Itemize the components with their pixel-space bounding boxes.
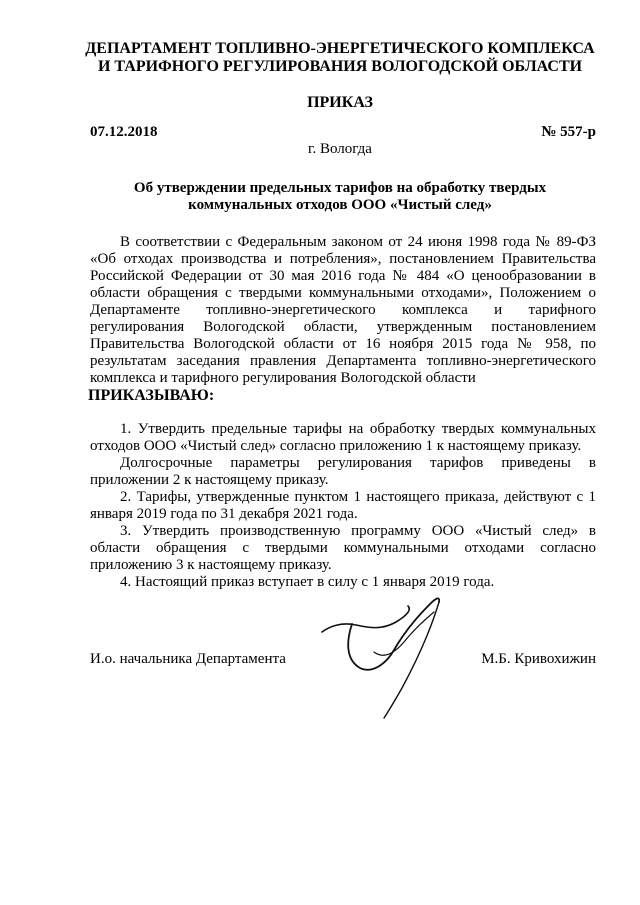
order-item-1: 1. Утвердить предельные тарифы на обработку твердых коммунальных отходов ООО «Чистый след» согласно приложению 1 к настоящему приказу. xyxy=(90,421,596,454)
department-name-line1: ДЕПАРТАМЕНТ ТОПЛИВНО-ЭНЕРГЕТИЧЕСКОГО КОМПЛЕКСА xyxy=(85,40,595,57)
signature-name: М.Б. Кривохижин xyxy=(481,651,596,667)
document-type: ПРИКАЗ xyxy=(307,94,373,111)
order-word: ПРИКАЗЫВАЮ: xyxy=(88,387,215,404)
document-number: № 557-р xyxy=(541,124,596,140)
document-title-line2: коммунальных отходов ООО «Чистый след» xyxy=(188,197,492,213)
order-item-2: 2. Тарифы, утвержденные пунктом 1 настоящего приказа, действуют с 1 января 2019 года по 31 декабря 2021 года. xyxy=(90,489,596,522)
handwritten-signature xyxy=(312,592,457,720)
document-title-line1: Об утверждении предельных тарифов на обработку твердых xyxy=(133,180,547,196)
preamble-paragraph: В соответствии с Федеральным законом от 24 июня 1998 года № 89-ФЗ «Об отходах производства и потребления», постановлением Правительства Российской Федерации от 30 мая 2016 года № 484 «О ценообразовании в области обращения с твердыми коммунальными отходами», Положением о Департаменте топливно-энергетического комплекса и тарифного регулирования Вологодской области, утвержденным постановлением Правительства Вологодской области от 16 ноября 2015 года № 958, по результатам заседания правления Департамента топливно-энергетического комплекса и тарифного регулирования Вологодской области xyxy=(90,234,596,386)
department-name-line2: И ТАРИФНОГО РЕГУЛИРОВАНИЯ ВОЛОГОДСКОЙ ОБЛАСТИ xyxy=(97,58,583,75)
order-item-3: 3. Утвердить производственную программу ООО «Чистый след» в области обращения с твердыми коммунальными отходами согласно приложению 3 к настоящему приказу. xyxy=(90,523,596,573)
document-city: г. Вологда xyxy=(308,141,372,157)
order-item-4: 4. Настоящий приказ вступает в силу с 1 января 2019 года. xyxy=(120,574,495,590)
signature-position: И.о. начальника Департамента xyxy=(90,651,286,667)
document-date: 07.12.2018 xyxy=(90,124,158,140)
order-item-1-note: Долгосрочные параметры регулирования тарифов приведены в приложении 2 к настоящему приказу. xyxy=(90,455,596,488)
document-body xyxy=(90,234,596,591)
